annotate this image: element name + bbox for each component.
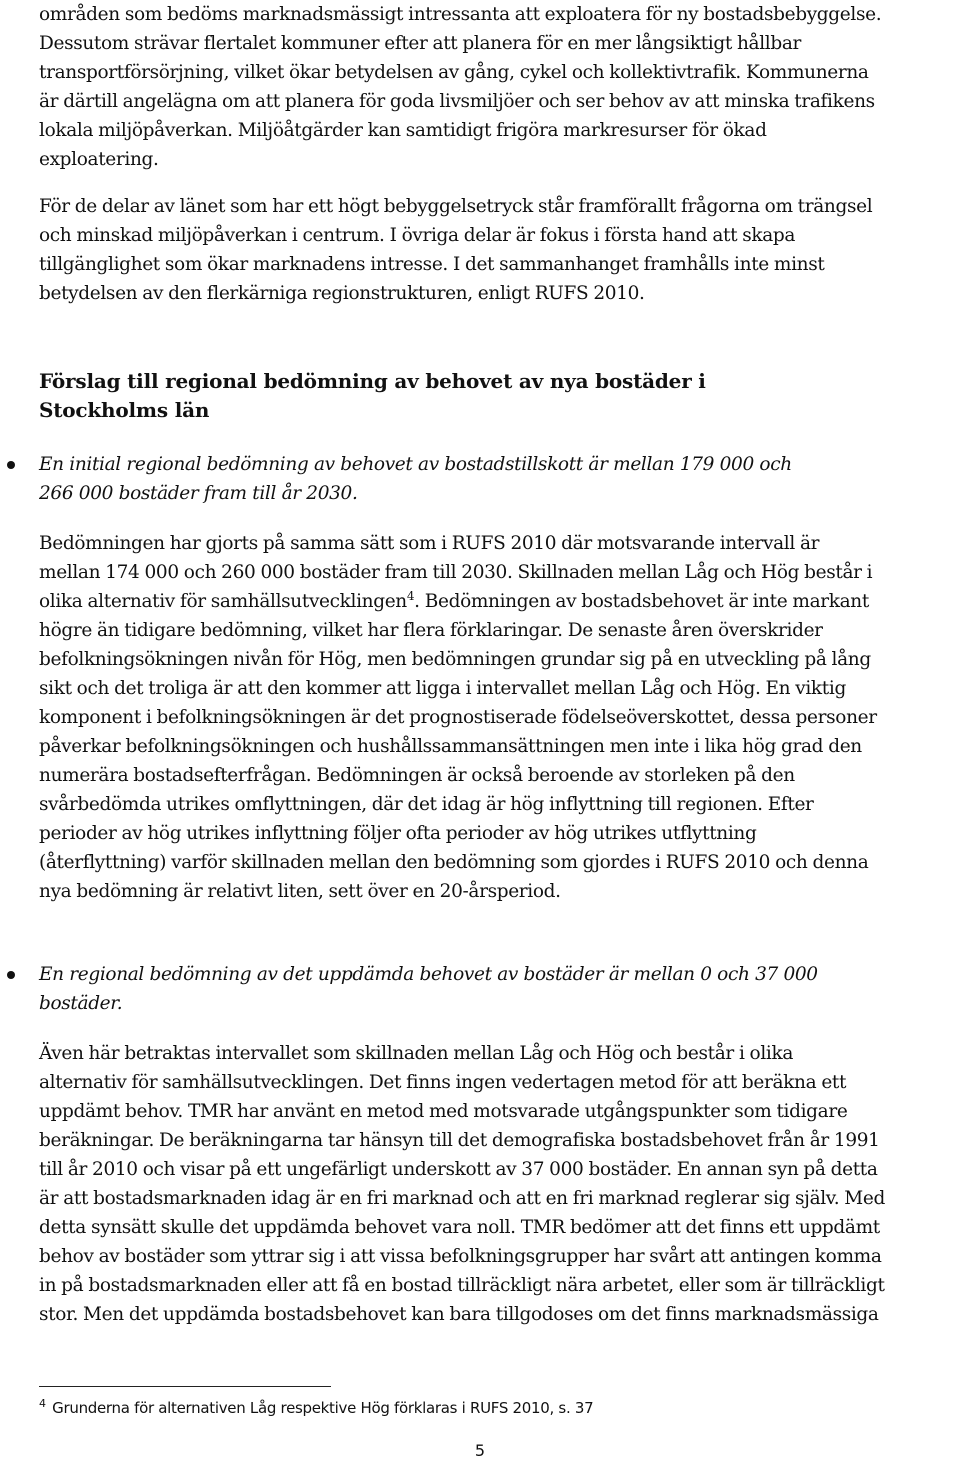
bullet-1-line-2: 266 000 bostäder fram till år 2030. <box>39 483 358 504</box>
body-2-line-1: Även här betraktas intervallet som skillnaden mellan Låg och Hög och består i olika <box>39 1043 793 1064</box>
body-2-line-2: alternativ för samhällsutvecklingen. Det finns ingen vedertagen metod för att beräkna ett <box>39 1072 847 1093</box>
bullet-2-dot <box>7 971 15 979</box>
body-1-line-2: mellan 174 000 och 260 000 bostäder fram till 2030. Skillnaden mellan Låg och Hög består i <box>39 562 873 583</box>
body-1-line-6: sikt och det troliga är att den kommer att ligga i intervallet mellan Låg och Hög. En viktig <box>39 678 846 699</box>
body-2-line-5: till år 2010 och visar på ett ungefärligt underskott av 37 000 bostäder. En annan syn på detta <box>39 1159 878 1180</box>
intro-line-3: transportförsörjning, vilket ökar betydelsen av gång, cykel och kollektivtrafik. Kommunerna <box>39 62 869 83</box>
body-2-line-9: in på bostadsmarknaden eller att få en bostad tillräckligt nära arbetet, eller som är tillräckligt <box>39 1275 885 1296</box>
body-1-line-4: högre än tidigare bedömning, vilket har flera förklaringar. De senaste åren överskrider <box>39 620 823 641</box>
body-1-line-9: numerära bostadsefterfrågan. Bedömningen är också beroende av storleken på den <box>39 765 795 786</box>
second-paragraph <box>39 192 960 308</box>
body-2-line-4: beräkningar. De beräkningarna tar hänsyn till det demografiska bostadsbehovet från år 1991 <box>39 1130 880 1151</box>
footnote-reference[interactable]: 4 <box>406 588 415 603</box>
second-line-1: För de delar av länet som har ett högt bebyggelsetryck står framförallt frågorna om trängsel <box>39 196 873 217</box>
bullet-1-line-1: En initial regional bedömning av behovet av bostadstillskott är mellan 179 000 och <box>39 454 792 475</box>
body-2-line-6: är att bostadsmarknaden idag är en fri marknad och att en fri marknad reglerar sig själv. Med <box>39 1188 885 1209</box>
bullet-2-line-1: En regional bedömning av det uppdämda behovet av bostäder är mellan 0 och 37 000 <box>39 964 818 985</box>
body-2-line-8: behov av bostäder som yttrar sig i att vissa befolkningsgrupper har svårt att antingen komma <box>39 1246 882 1267</box>
body-1-line-3a: olika alternativ för samhällsutvecklingen <box>39 591 407 612</box>
bullet-2-line-2: bostäder. <box>39 993 123 1014</box>
body-1-line-10: svårbedömda utrikes omflyttningen, där det idag är hög inflyttning till regionen. Efter <box>39 794 814 815</box>
intro-line-1: områden som bedöms marknadsmässigt intressanta att exploatera för ny bostadsbebyggelse. <box>39 4 882 25</box>
body-1-line-8: påverkar befolkningsökningen och hushållssammansättningen men inte i lika hög grad den <box>39 736 862 757</box>
footnote-mark: 4 <box>39 1397 46 1410</box>
body-1-line-11: perioder av hög utrikes inflyttning följer ofta perioder av hög utrikes utflyttning <box>39 823 757 844</box>
second-line-4: betydelsen av den flerkärniga regionstrukturen, enligt RUFS 2010. <box>39 283 645 304</box>
bullet-1-dot <box>7 461 15 469</box>
footnote-divider <box>39 1386 331 1387</box>
intro-line-4: är därtill angelägna om att planera för goda livsmiljöer och ser behov av att minska trafikens <box>39 91 875 112</box>
page-number: 5 <box>474 1441 486 1460</box>
body-2-paragraph <box>39 1039 960 1329</box>
heading-line-1: Förslag till regional bedömning av behovet av nya bostäder i <box>39 369 706 393</box>
heading-line-2: Stockholms län <box>39 398 210 422</box>
body-1-paragraph <box>39 529 960 906</box>
bullet-2 <box>39 960 939 1018</box>
body-2-line-7: detta synsätt skulle det uppdämda behovet vara noll. TMR bedömer att det finns ett uppdämt <box>39 1217 880 1238</box>
intro-line-2: Dessutom strävar flertalet kommuner efter att planera för en mer långsiktigt hållbar <box>39 33 802 54</box>
body-1-line-7: komponent i befolkningsökningen är det prognostiserade födelseöverskottet, dessa personer <box>39 707 877 728</box>
intro-paragraph <box>39 0 960 174</box>
body-1-line-12: (återflyttning) varför skillnaden mellan den bedömning som gjordes i RUFS 2010 och denna <box>39 852 869 873</box>
body-1-line-5: befolkningsökningen nivån för Hög, men bedömningen grundar sig på en utveckling på lång <box>39 649 871 670</box>
intro-line-5: lokala miljöpåverkan. Miljöåtgärder kan samtidigt frigöra markresurser för ökad <box>39 120 767 141</box>
section-heading <box>39 367 919 425</box>
second-line-3: tillgänglighet som ökar marknadens intresse. I det sammanhanget framhålls inte minst <box>39 254 825 275</box>
second-line-2: och minskad miljöpåverkan i centrum. I övriga delar är fokus i första hand att skapa <box>39 225 796 246</box>
body-2-line-3: uppdämt behov. TMR har använt en metod med motsvarade utgångspunkter som tidigare <box>39 1101 848 1122</box>
body-1-line-1: Bedömningen har gjorts på samma sätt som i RUFS 2010 där motsvarande intervall är <box>39 533 820 554</box>
footnote-text: Grunderna för alternativen Låg respektive Hög förklaras i RUFS 2010, s. 37 <box>52 1399 594 1417</box>
footnote <box>39 1397 919 1419</box>
body-1-line-3b: . Bedömningen av bostadsbehovet är inte markant <box>414 591 869 612</box>
body-2-line-10: stor. Men det uppdämda bostadsbehovet kan bara tillgodoses om det finns marknadsmässiga <box>39 1304 879 1325</box>
intro-line-6: exploatering. <box>39 149 159 170</box>
bullet-1 <box>39 450 939 508</box>
body-1-line-13: nya bedömning är relativt liten, sett över en 20-årsperiod. <box>39 881 561 902</box>
